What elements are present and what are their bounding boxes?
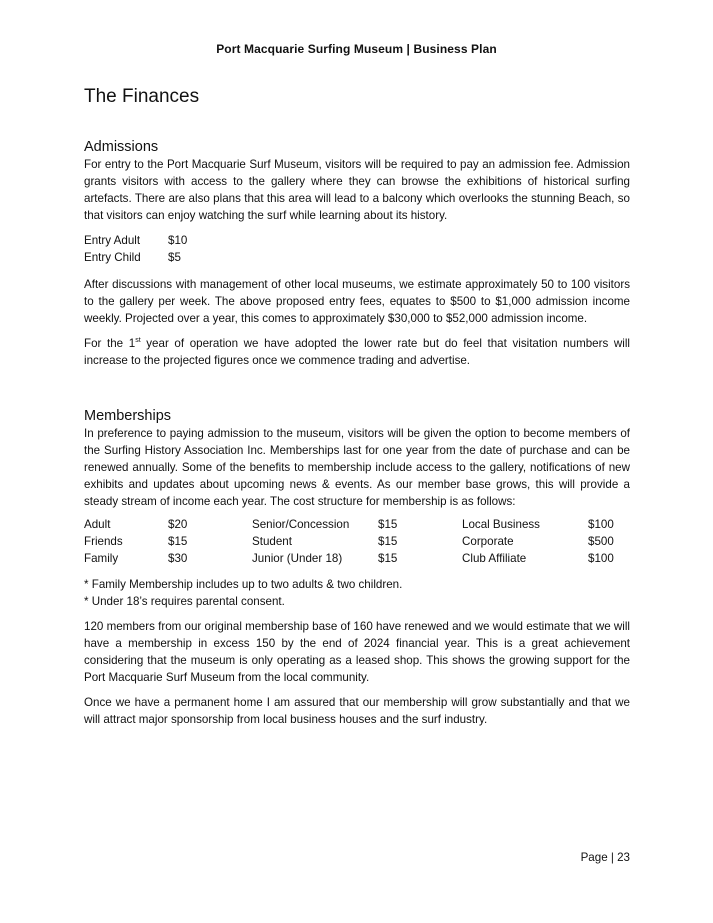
membership-type: Student (252, 535, 292, 548)
admissions-heading: Admissions (84, 139, 159, 155)
memberships-heading: Memberships (84, 408, 172, 424)
membership-price: $500 (588, 535, 614, 548)
membership-type: Local Business (462, 518, 540, 531)
admissions-intro: For entry to the Port Macquarie Surf Museum, visitors will be required to pay an admission fee. Admission grants visitors with access to the gallery where they can browse the exhibitions of historical surfing artefacts. There are also plans that this area will lead to a balcony which overlooks the stunning Beach, so that visitors can enjoy watching the surf while learning about its history. (84, 158, 630, 222)
membership-row (84, 550, 630, 567)
membership-type: Senior/Concession (252, 518, 350, 531)
membership-type: Club Affiliate (462, 552, 527, 565)
page-content (84, 86, 630, 728)
membership-row (84, 516, 630, 533)
membership-price: $30 (168, 552, 188, 565)
admission-fee-list (84, 233, 630, 266)
membership-price-table (84, 516, 630, 567)
first-year-note (84, 335, 630, 369)
running-header: Port Macquarie Surfing Museum | Business Plan (216, 42, 497, 56)
membership-future-paragraph: Once we have a permanent home I am assured that our membership will grow substantially and that we will attract major sponsorship from local business houses and the surf industry. (84, 696, 630, 726)
membership-price: $15 (378, 552, 398, 565)
membership-type: Friends (84, 535, 123, 548)
fee-label: Entry Adult (84, 234, 141, 247)
under-18-note: * Under 18’s requires parental consent. (84, 595, 285, 608)
membership-row (84, 533, 630, 550)
first-year-rest: year of operation we have adopted the lower rate but do feel that visitation numbers will increase to the projected figures once we commence trading and advertise. (84, 337, 630, 367)
fee-row (84, 233, 630, 250)
membership-price: $20 (168, 518, 188, 531)
first-year-prefix: For the 1 (84, 337, 136, 350)
ordinal-suffix: st (135, 337, 141, 345)
page-number: Page | 23 (580, 851, 630, 864)
membership-price: $15 (378, 518, 398, 531)
fee-row (84, 250, 630, 267)
membership-price: $15 (168, 535, 188, 548)
family-membership-note: * Family Membership includes up to two adults & two children. (84, 578, 403, 591)
membership-price: $100 (588, 518, 614, 531)
fee-price: $10 (168, 234, 188, 247)
membership-type: Junior (Under 18) (252, 552, 343, 565)
section-title: The Finances (84, 86, 200, 107)
fee-label: Entry Child (84, 250, 141, 264)
membership-price: $15 (378, 535, 398, 548)
membership-type: Corporate (462, 535, 514, 548)
membership-price: $100 (588, 552, 614, 565)
visitor-estimate: After discussions with management of other local museums, we estimate approximately 50 to 100 visitors to the gallery per week. The above proposed entry fees, equates to $500 to $1,000 admission income weekly. Projected over a year, this comes to approximately $30,000 to $52,000 admission income. (84, 278, 630, 325)
membership-renewal-paragraph: 120 members from our original membership base of 160 have renewed and we would estimate that we will have a membership in excess 150 by the end of 2024 financial year. This is a great achievement considering that the museum is only operating as a leased shop. This shows the growing support for the Port Macquarie Surf Museum from the local community. (84, 620, 630, 684)
membership-type: Adult (84, 518, 111, 531)
memberships-intro: In preference to paying admission to the museum, visitors will be given the option to become members of the Surfing History Association Inc. Memberships last for one year from the date of purchase and can be renewed annually. Some of the benefits to membership include access to the gallery, notifications of new exhibits and updates about upcoming news & events. As our member base grows, this will provide a steady stream of income each year. The cost structure for membership is as follows: (84, 427, 630, 508)
fee-price: $5 (168, 250, 181, 264)
membership-type: Family (84, 552, 119, 565)
